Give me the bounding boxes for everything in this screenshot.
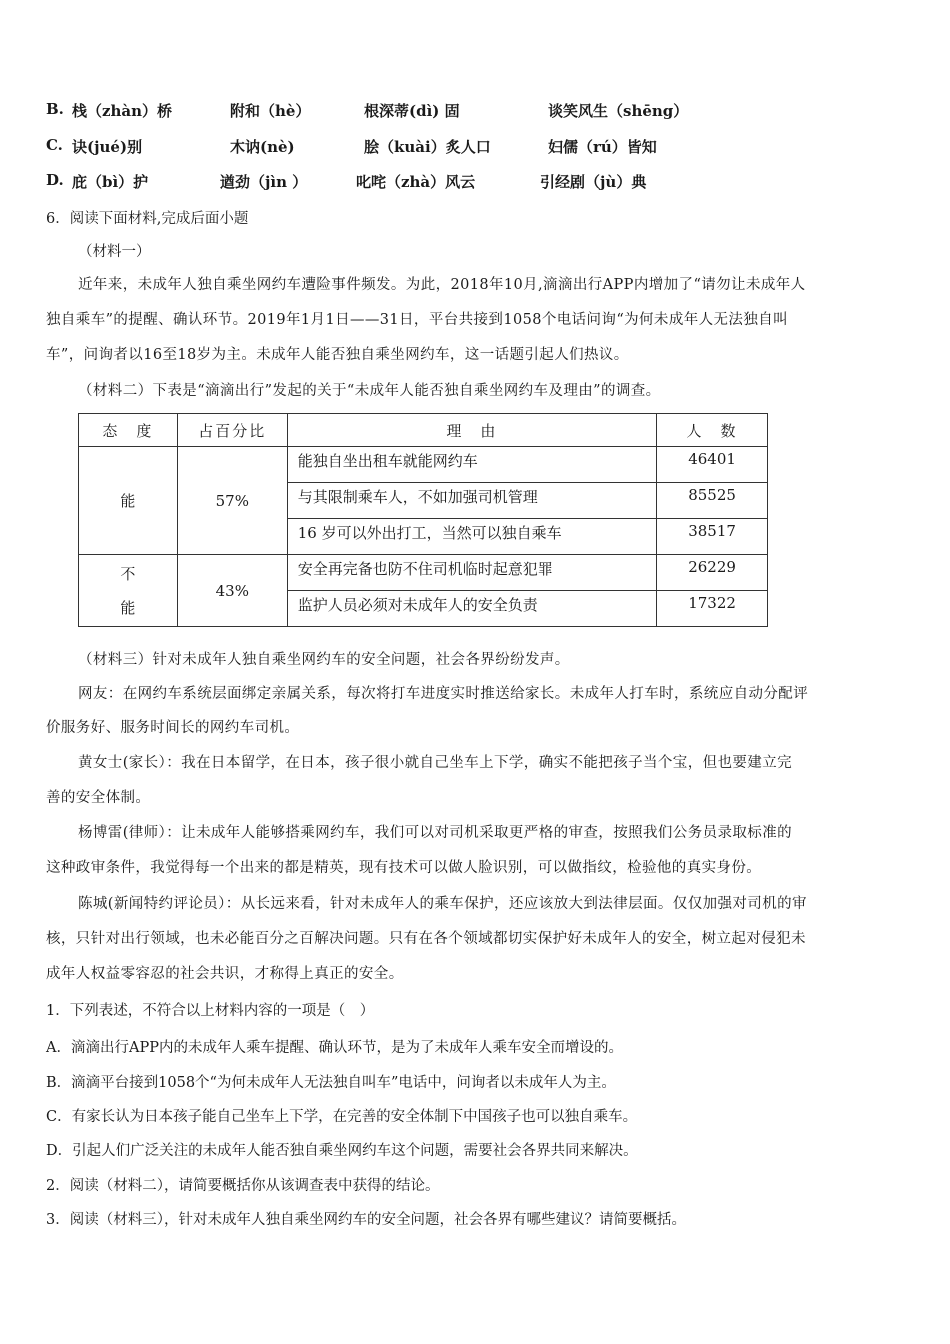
option-item: 谈笑风生（shēng）: [548, 102, 689, 120]
attitude-cell: 能: [79, 447, 178, 555]
attitude-cell: [79, 555, 178, 627]
material3-line: 网友：在网约车系统层面绑定亲属关系，每次将打车进度实时推送给家长。未成年人打车时，系统应自动分配评: [78, 686, 809, 702]
attitude-line: 不: [120, 564, 136, 583]
table-row: [79, 447, 768, 483]
option-item: 引经剧（jù）典: [540, 173, 647, 191]
reason-cell: 能独自坐出租车就能网约车: [287, 447, 656, 483]
reason-cell: 安全再完备也防不住司机临时起意犯罪: [287, 555, 656, 591]
choice-c: C．有家长认为日本孩子能自己坐车上下学，在完善的安全体制下中国孩子也可以独自乘车。: [46, 1109, 638, 1125]
material2-intro: （材料二）下表是“滴滴出行”发起的关于“未成年人能否独自乘坐网约车及理由”的调查。: [78, 383, 661, 399]
choice-d: D．引起人们广泛关注的未成年人能否独自乘坐网约车这个问题，需要社会各界共同来解决。: [46, 1143, 638, 1159]
choice-a: A．滴滴出行APP内的未成年人乘车提醒、确认环节，是为了未成年人乘车安全而增设的。: [46, 1040, 623, 1056]
header-count: 人 数: [657, 414, 768, 447]
header-reason: 理 由: [287, 414, 656, 447]
reason-cell: 与其限制乘车人，不如加强司机管理: [287, 483, 656, 519]
percent-cell: 57%: [177, 447, 287, 555]
material3-line: 核，只针对出行领域，也未必能百分之百解决问题。只有在各个领域都切实保护好未成年人的安全，树立起对侵犯未: [46, 931, 806, 947]
option-letter: B.: [46, 100, 64, 118]
option-letter: D.: [46, 171, 64, 189]
percent-cell: 43%: [177, 555, 287, 627]
count-cell: 46401: [657, 447, 768, 483]
question-title: 6．阅读下面材料,完成后面小题: [46, 211, 249, 227]
option-letter: C.: [46, 136, 63, 154]
option-item: 诀(jué)别: [72, 138, 143, 156]
choice-b: B．滴滴平台接到1058个“为何未成年人无法独自叫车”电话中，问询者以未成年人为主。: [46, 1075, 616, 1091]
material1-line: 近年来，未成年人独自乘坐网约车遭险事件频发。为此，2018年10月,滴滴出行APP内增加了“请勿让未成年人: [78, 277, 806, 293]
option-item: 木讷(nè): [230, 138, 295, 156]
table-row: [79, 555, 768, 591]
table-header-row: [79, 414, 768, 447]
reason-cell: 监护人员必须对未成年人的安全负责: [287, 591, 656, 627]
subquestion-3: 3．阅读（材料三），针对未成年人独自乘坐网约车的安全问题，社会各界有哪些建议？请简要概括。: [46, 1212, 686, 1228]
option-item: 栈（zhàn）桥: [72, 102, 173, 120]
subquestion-1: 1．下列表述，不符合以上材料内容的一项是（ ）: [46, 1003, 375, 1019]
count-cell: 26229: [657, 555, 768, 591]
material1-label: （材料一）: [78, 244, 151, 260]
option-item: 妇儒（rú）皆知: [548, 138, 657, 156]
header-percent: 占百分比: [177, 414, 287, 447]
option-item: 叱咤（zhà）风云: [356, 173, 476, 191]
header-attitude: 态 度: [79, 414, 178, 447]
survey-table: [78, 413, 768, 627]
material3-line: 陈城(新闻特约评论员）：从长远来看，针对未成年人的乘车保护，还应该放大到法律层面。仅仅加强对司机的审: [78, 896, 807, 912]
material3-line: 杨博雷(律师）：让未成年人能够搭乘网约车，我们可以对司机采取更严格的审查，按照我们公务员录取标准的: [78, 825, 793, 841]
reason-cell: 16 岁可以外出打工，当然可以独自乘车: [287, 519, 656, 555]
material1-line: 独自乘车”的提醒、确认环节。2019年1月1日——31日，平台共接到1058个电话问询“为何未成年人无法独自叫: [46, 312, 789, 328]
count-cell: 17322: [657, 591, 768, 627]
attitude-line: 能: [120, 598, 136, 617]
count-cell: 38517: [657, 519, 768, 555]
option-item: 脍（kuài）炙人口: [364, 138, 491, 156]
material3-line: 价服务好、服务时间长的网约车司机。: [46, 720, 300, 736]
option-item: 庇（bì）护: [72, 173, 149, 191]
material3-line: 善的安全体制。: [46, 790, 151, 806]
material3-intro: （材料三）针对未成年人独自乘坐网约车的安全问题，社会各界纷纷发声。: [78, 652, 570, 668]
material1-line: 车”，问询者以16至18岁为主。未成年人能否独自乘坐网约车，这一话题引起人们热议。: [46, 347, 629, 363]
option-item: 附和（hè）: [230, 102, 311, 120]
material3-line: 成年人权益零容忍的社会共识，才称得上真正的安全。: [46, 966, 404, 982]
count-cell: 85525: [657, 483, 768, 519]
option-item: 遒劲（jìn ）: [220, 173, 308, 191]
material3-line: 这种政审条件，我觉得每一个出来的都是精英，现有技术可以做人脸识别，可以做指纹，检验他的真实身份。: [46, 860, 762, 876]
subquestion-2: 2．阅读（材料二），请简要概括你从该调查表中获得的结论。: [46, 1178, 440, 1194]
material3-line: 黄女士(家长）：我在日本留学，在日本，孩子很小就自己坐车上下学，确实不能把孩子当个宝，但也要建立完: [78, 755, 793, 771]
option-item: 根深蒂(dì) 固: [364, 102, 460, 120]
